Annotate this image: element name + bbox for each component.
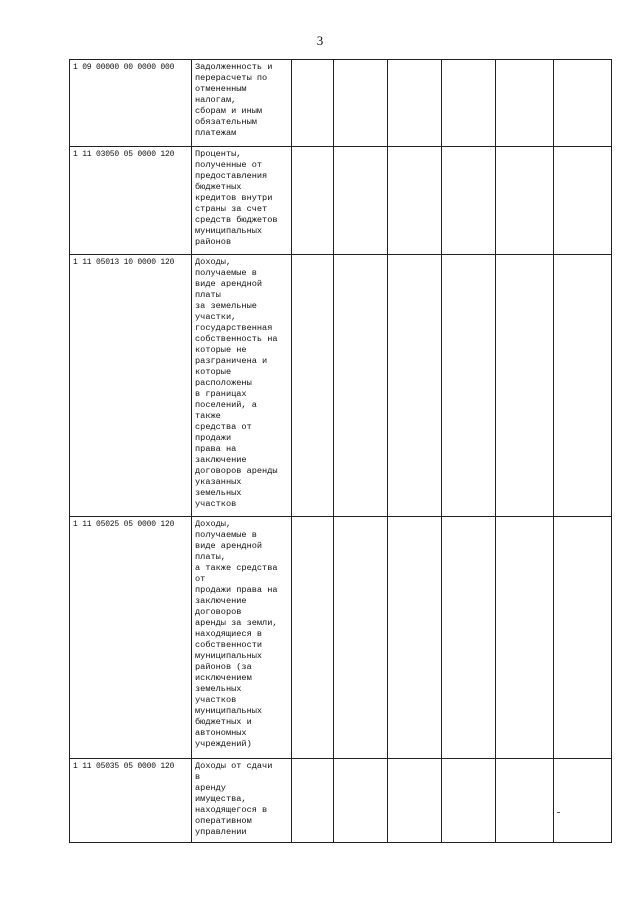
- value-cell: [388, 255, 442, 517]
- value-cell: [442, 759, 496, 843]
- budget-code-cell: 1 11 03050 05 0000 120: [70, 147, 192, 255]
- budget-code-cell: 1 11 05035 05 0000 120: [70, 759, 192, 843]
- value-cell: [292, 517, 334, 759]
- budget-code-cell: 1 11 05013 10 0000 120: [70, 255, 192, 517]
- revenue-name-cell: Проценты, полученные от предоставления бюджетных кредитов внутри страны за счет средств бюджетов муниципальных районов: [192, 147, 292, 255]
- value-cell: [554, 517, 612, 759]
- revenue-name-cell: Доходы от сдачи в аренду имущества, находящегося в оперативном управлении: [192, 759, 292, 843]
- value-cell: [554, 255, 612, 517]
- table-row: [70, 517, 612, 759]
- value-cell: [554, 759, 612, 843]
- value-cell: [292, 147, 334, 255]
- value-cell: [442, 60, 496, 147]
- revenue-name-cell: Задолженность и перерасчеты по отмененным налогам, сборам и иным обязательным платежам: [192, 60, 292, 147]
- value-cell: [554, 147, 612, 255]
- value-cell: [388, 759, 442, 843]
- value-cell: [496, 759, 554, 843]
- value-cell: [442, 255, 496, 517]
- value-cell: [388, 517, 442, 759]
- table-row: [70, 759, 612, 843]
- revenue-table: [69, 59, 612, 843]
- value-cell: [388, 60, 442, 147]
- value-cell: [334, 255, 388, 517]
- value-cell: [442, 147, 496, 255]
- budget-code-cell: 1 09 00000 00 0000 000: [70, 60, 192, 147]
- table-row: [70, 255, 612, 517]
- table-row: [70, 60, 612, 147]
- revenue-name-cell: Доходы, получаемые в виде арендной платы, а также средства от продажи права на заключение договоров аренды за земли, находящиеся в собственности муниципальных районов (за исключением земельных участков муниципальных бюджетных и автономных учреждений): [192, 517, 292, 759]
- value-cell: [496, 147, 554, 255]
- value-cell: [334, 147, 388, 255]
- value-cell: [334, 517, 388, 759]
- value-cell: [334, 759, 388, 843]
- value-cell: [292, 255, 334, 517]
- value-cell: [292, 759, 334, 843]
- page-number: 3: [316, 33, 324, 48]
- scan-speck: [557, 812, 560, 813]
- value-cell: [292, 60, 334, 147]
- value-cell: [334, 60, 388, 147]
- budget-code-cell: 1 11 05025 05 0000 120: [70, 517, 192, 759]
- value-cell: [496, 60, 554, 147]
- table-row: [70, 147, 612, 255]
- revenue-name-cell: Доходы, получаемые в виде арендной платы за земельные участки, государственная собственность на которые не разграничена и которые расположены в границах поселений, а также средства от продажи права на заключение договоров аренды указанных земельных участков: [192, 255, 292, 517]
- value-cell: [496, 517, 554, 759]
- value-cell: [442, 517, 496, 759]
- value-cell: [554, 60, 612, 147]
- value-cell: [388, 147, 442, 255]
- value-cell: [496, 255, 554, 517]
